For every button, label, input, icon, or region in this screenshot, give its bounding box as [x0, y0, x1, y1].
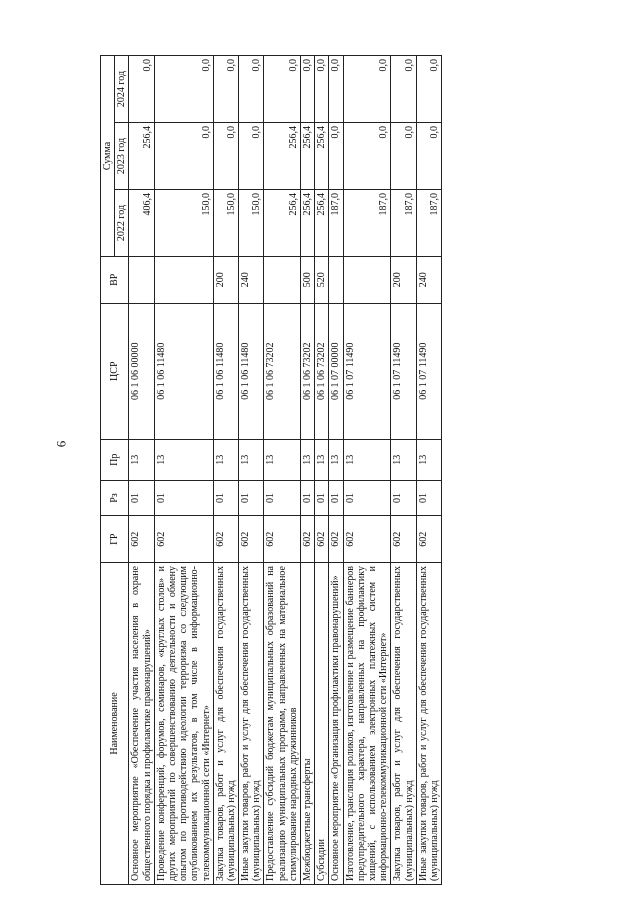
amount-2022-cell: 187,0: [391, 190, 416, 257]
table-row: [343, 56, 391, 885]
name-cell: Субсидии: [315, 563, 329, 885]
rz-cell: 01: [154, 480, 213, 516]
amount-2023-cell: 0,0: [391, 123, 416, 190]
gr-cell: 602: [154, 516, 213, 563]
header-name: Наименование: [101, 563, 129, 885]
name-cell: Основное мероприятие «Организация профилактики правонарушений»: [329, 563, 343, 885]
name-cell: Иные закупки товаров, работ и услуг для обеспечения государственных (муниципальных) нужд: [239, 563, 264, 885]
table-row: [213, 56, 238, 885]
amount-2023-cell: 256,4: [264, 123, 301, 190]
amount-2022-cell: 187,0: [416, 190, 441, 257]
vr-cell: 240: [239, 257, 264, 304]
csr-cell: 06 1 06 11480: [154, 303, 213, 439]
header-gr: ГР: [101, 516, 129, 563]
csr-cell: 06 1 06 00000: [129, 303, 154, 439]
table-row: [391, 56, 416, 885]
gr-cell: 602: [416, 516, 441, 563]
rz-cell: 01: [213, 480, 238, 516]
name-cell: Закупка товаров, работ и услуг для обеспечения государственных (муниципальных) нужд: [213, 563, 238, 885]
vr-cell: [264, 257, 301, 304]
budget-table: [100, 55, 442, 885]
csr-cell: 06 1 07 00000: [329, 303, 343, 439]
vr-cell: 200: [213, 257, 238, 304]
header-sum: Сумма: [101, 56, 115, 257]
pr-cell: 13: [264, 439, 301, 480]
gr-cell: 602: [301, 516, 315, 563]
amount-2022-cell: 256,4: [301, 190, 315, 257]
amount-2022-cell: 150,0: [239, 190, 264, 257]
amount-2022-cell: 256,4: [264, 190, 301, 257]
amount-2024-cell: 0,0: [343, 56, 391, 123]
table-row: [154, 56, 213, 885]
page-number: 6: [53, 440, 69, 448]
pr-cell: 13: [315, 439, 329, 480]
amount-2023-cell: 0,0: [154, 123, 213, 190]
gr-cell: 602: [213, 516, 238, 563]
amount-2024-cell: 0,0: [416, 56, 441, 123]
table-body: [129, 56, 442, 885]
header-csr: ЦСР: [101, 303, 129, 439]
amount-2024-cell: 0,0: [239, 56, 264, 123]
amount-2023-cell: 0,0: [329, 123, 343, 190]
pr-cell: 13: [391, 439, 416, 480]
gr-cell: 602: [315, 516, 329, 563]
amount-2024-cell: 0,0: [129, 56, 154, 123]
vr-cell: 240: [416, 257, 441, 304]
pr-cell: 13: [329, 439, 343, 480]
rz-cell: 01: [264, 480, 301, 516]
name-cell: Изготовление, трансляция роликов, изготовление и размещение баннеров предупредительного характера, направленных на профилактику хищений, с использованием электронных платежных систем и информационно-телекоммуникационной сети «Интернет»: [343, 563, 391, 885]
vr-cell: [343, 257, 391, 304]
vr-cell: 500: [301, 257, 315, 304]
csr-cell: 06 1 06 73202: [301, 303, 315, 439]
amount-2023-cell: 256,4: [129, 123, 154, 190]
header-rz: Рз: [101, 480, 129, 516]
table-row: [301, 56, 315, 885]
pr-cell: 13: [239, 439, 264, 480]
table-row: [129, 56, 154, 885]
pr-cell: 13: [416, 439, 441, 480]
pr-cell: 13: [154, 439, 213, 480]
vr-cell: [154, 257, 213, 304]
amount-2024-cell: 0,0: [264, 56, 301, 123]
pr-cell: 13: [343, 439, 391, 480]
header-vr: ВР: [101, 257, 129, 304]
gr-cell: 602: [239, 516, 264, 563]
amount-2024-cell: 0,0: [315, 56, 329, 123]
vr-cell: 200: [391, 257, 416, 304]
rz-cell: 01: [391, 480, 416, 516]
rz-cell: 01: [315, 480, 329, 516]
amount-2024-cell: 0,0: [329, 56, 343, 123]
rz-cell: 01: [416, 480, 441, 516]
budget-table-container: [100, 55, 540, 885]
gr-cell: 602: [343, 516, 391, 563]
name-cell: Основное мероприятие «Обеспечение участия населения в охране общественного порядка и профилактике правонарушений»: [129, 563, 154, 885]
amount-2022-cell: 187,0: [329, 190, 343, 257]
header-2024: 2024 год: [115, 56, 129, 123]
name-cell: Иные закупки товаров, работ и услуг для обеспечения государственных (муниципальных) нужд: [416, 563, 441, 885]
header-row: [101, 56, 115, 885]
csr-cell: 06 1 07 11490: [343, 303, 391, 439]
header-2022: 2022 год: [115, 190, 129, 257]
amount-2023-cell: 0,0: [239, 123, 264, 190]
table-row: [329, 56, 343, 885]
pr-cell: 13: [213, 439, 238, 480]
csr-cell: 06 1 06 11480: [239, 303, 264, 439]
gr-cell: 602: [264, 516, 301, 563]
amount-2023-cell: 256,4: [301, 123, 315, 190]
csr-cell: 06 1 06 73202: [264, 303, 301, 439]
csr-cell: 06 1 07 11490: [416, 303, 441, 439]
csr-cell: 06 1 06 73202: [315, 303, 329, 439]
name-cell: Предоставление субсидий бюджетам муниципальных образований на реализацию муниципальных программ, направленных на материальное стимулирование народных дружинников: [264, 563, 301, 885]
amount-2022-cell: 150,0: [213, 190, 238, 257]
amount-2024-cell: 0,0: [213, 56, 238, 123]
table-row: [416, 56, 441, 885]
table-row: [239, 56, 264, 885]
table-row: [264, 56, 301, 885]
name-cell: Закупка товаров, работ и услуг для обеспечения государственных (муниципальных) нужд: [391, 563, 416, 885]
csr-cell: 06 1 06 11480: [213, 303, 238, 439]
amount-2024-cell: 0,0: [301, 56, 315, 123]
pr-cell: 13: [301, 439, 315, 480]
pr-cell: 13: [129, 439, 154, 480]
amount-2022-cell: 187,0: [343, 190, 391, 257]
amount-2022-cell: 150,0: [154, 190, 213, 257]
csr-cell: 06 1 07 11490: [391, 303, 416, 439]
gr-cell: 602: [329, 516, 343, 563]
rz-cell: 01: [343, 480, 391, 516]
name-cell: Проведение конференций, форумов, семинаров, «круглых столов» и других мероприятий по совершенствованию деятельности и обмену опытом по противодействию идеологии терроризма со следующим опубликованием их результатов, в том числе в информационно-телекоммуникационной сети «Интернет»: [154, 563, 213, 885]
name-cell: Межбюджетные трансферты: [301, 563, 315, 885]
header-pr: Пр: [101, 439, 129, 480]
vr-cell: [329, 257, 343, 304]
rz-cell: 01: [329, 480, 343, 516]
amount-2023-cell: 0,0: [416, 123, 441, 190]
rz-cell: 01: [301, 480, 315, 516]
rz-cell: 01: [239, 480, 264, 516]
amount-2024-cell: 0,0: [154, 56, 213, 123]
vr-cell: 520: [315, 257, 329, 304]
amount-2022-cell: 406,4: [129, 190, 154, 257]
gr-cell: 602: [391, 516, 416, 563]
table-row: [315, 56, 329, 885]
gr-cell: 602: [129, 516, 154, 563]
rz-cell: 01: [129, 480, 154, 516]
vr-cell: [129, 257, 154, 304]
amount-2023-cell: 0,0: [213, 123, 238, 190]
amount-2023-cell: 256,4: [315, 123, 329, 190]
header-2023: 2023 год: [115, 123, 129, 190]
amount-2024-cell: 0,0: [391, 56, 416, 123]
amount-2023-cell: 0,0: [343, 123, 391, 190]
amount-2022-cell: 256,4: [315, 190, 329, 257]
